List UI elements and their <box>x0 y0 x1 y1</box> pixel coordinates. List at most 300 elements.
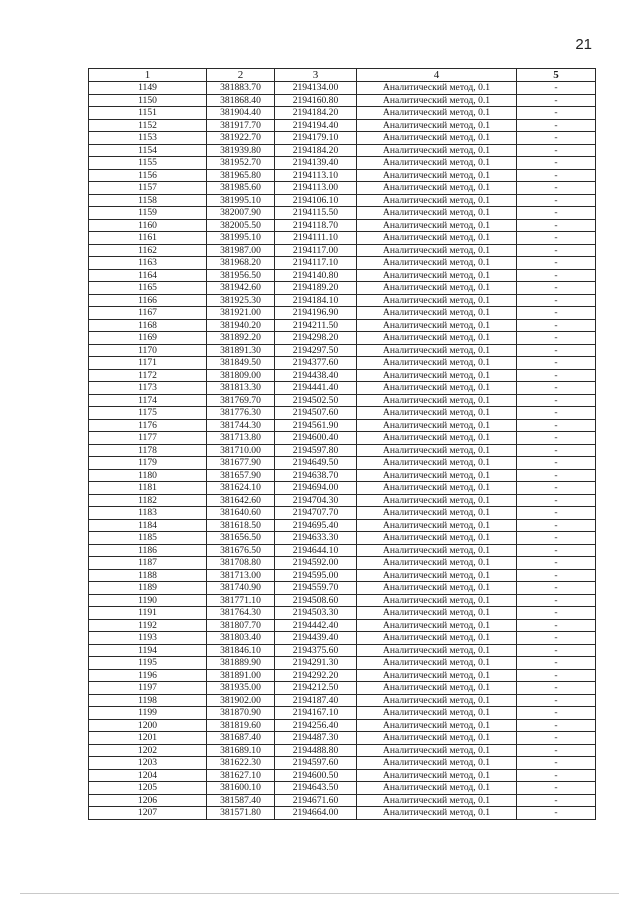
cell-y-coordinate: 2194117.10 <box>275 257 357 270</box>
cell-x-coordinate: 381618.50 <box>207 519 275 532</box>
cell-x-coordinate: 381627.10 <box>207 769 275 782</box>
cell-y-coordinate: 2194184.20 <box>275 107 357 120</box>
cell-point-number: 1198 <box>89 694 207 707</box>
cell-method: Аналитический метод, 0.1 <box>357 457 517 470</box>
cell-method: Аналитический метод, 0.1 <box>357 544 517 557</box>
cell-point-number: 1164 <box>89 269 207 282</box>
cell-x-coordinate: 381921.00 <box>207 307 275 320</box>
header-col-5: 5 <box>517 69 596 82</box>
cell-method: Аналитический метод, 0.1 <box>357 307 517 320</box>
cell-y-coordinate: 2194115.50 <box>275 207 357 220</box>
table-row <box>89 532 596 545</box>
cell-point-number: 1174 <box>89 394 207 407</box>
cell-x-coordinate: 381657.90 <box>207 469 275 482</box>
cell-y-coordinate: 2194179.10 <box>275 132 357 145</box>
cell-y-coordinate: 2194671.60 <box>275 794 357 807</box>
cell-point-number: 1194 <box>89 644 207 657</box>
cell-method: Аналитический метод, 0.1 <box>357 269 517 282</box>
cell-y-coordinate: 2194597.60 <box>275 757 357 770</box>
table-row <box>89 669 596 682</box>
cell-note: - <box>517 782 596 795</box>
cell-method: Аналитический метод, 0.1 <box>357 207 517 220</box>
cell-method: Аналитический метод, 0.1 <box>357 444 517 457</box>
table-row <box>89 382 596 395</box>
table-row <box>89 519 596 532</box>
table-row <box>89 319 596 332</box>
cell-x-coordinate: 381771.10 <box>207 594 275 607</box>
cell-x-coordinate: 381708.80 <box>207 557 275 570</box>
cell-note: - <box>517 507 596 520</box>
cell-note: - <box>517 444 596 457</box>
cell-point-number: 1180 <box>89 469 207 482</box>
cell-note: - <box>517 744 596 757</box>
cell-y-coordinate: 2194134.00 <box>275 82 357 95</box>
cell-x-coordinate: 381622.30 <box>207 757 275 770</box>
cell-point-number: 1169 <box>89 332 207 345</box>
cell-x-coordinate: 381965.80 <box>207 169 275 182</box>
cell-y-coordinate: 2194600.50 <box>275 769 357 782</box>
cell-point-number: 1161 <box>89 232 207 245</box>
cell-point-number: 1189 <box>89 582 207 595</box>
table-row <box>89 219 596 232</box>
header-col-2: 2 <box>207 69 275 82</box>
cell-point-number: 1171 <box>89 357 207 370</box>
cell-method: Аналитический метод, 0.1 <box>357 232 517 245</box>
cell-point-number: 1190 <box>89 594 207 607</box>
table-row <box>89 769 596 782</box>
cell-x-coordinate: 381656.50 <box>207 532 275 545</box>
table-row <box>89 507 596 520</box>
cell-point-number: 1178 <box>89 444 207 457</box>
cell-method: Аналитический метод, 0.1 <box>357 707 517 720</box>
cell-x-coordinate: 381624.10 <box>207 482 275 495</box>
cell-x-coordinate: 381995.10 <box>207 194 275 207</box>
cell-point-number: 1179 <box>89 457 207 470</box>
cell-y-coordinate: 2194118.70 <box>275 219 357 232</box>
cell-method: Аналитический метод, 0.1 <box>357 219 517 232</box>
table-row <box>89 494 596 507</box>
cell-y-coordinate: 2194184.20 <box>275 144 357 157</box>
cell-x-coordinate: 381764.30 <box>207 607 275 620</box>
cell-method: Аналитический метод, 0.1 <box>357 482 517 495</box>
cell-point-number: 1203 <box>89 757 207 770</box>
cell-x-coordinate: 381676.50 <box>207 544 275 557</box>
table-row <box>89 644 596 657</box>
cell-x-coordinate: 381917.70 <box>207 119 275 132</box>
cell-x-coordinate: 381939.80 <box>207 144 275 157</box>
cell-note: - <box>517 544 596 557</box>
cell-note: - <box>517 382 596 395</box>
cell-x-coordinate: 381744.30 <box>207 419 275 432</box>
cell-point-number: 1168 <box>89 319 207 332</box>
table-row <box>89 294 596 307</box>
table-row <box>89 732 596 745</box>
cell-x-coordinate: 381803.40 <box>207 632 275 645</box>
cell-y-coordinate: 2194633.30 <box>275 532 357 545</box>
cell-method: Аналитический метод, 0.1 <box>357 732 517 745</box>
cell-note: - <box>517 282 596 295</box>
table-row <box>89 482 596 495</box>
table-row <box>89 169 596 182</box>
cell-note: - <box>517 232 596 245</box>
cell-y-coordinate: 2194507.60 <box>275 407 357 420</box>
cell-method: Аналитический метод, 0.1 <box>357 107 517 120</box>
cell-note: - <box>517 457 596 470</box>
cell-y-coordinate: 2194644.10 <box>275 544 357 557</box>
cell-y-coordinate: 2194694.00 <box>275 482 357 495</box>
cell-note: - <box>517 482 596 495</box>
cell-y-coordinate: 2194375.60 <box>275 644 357 657</box>
cell-method: Аналитический метод, 0.1 <box>357 119 517 132</box>
table-row <box>89 207 596 220</box>
cell-point-number: 1175 <box>89 407 207 420</box>
cell-note: - <box>517 432 596 445</box>
cell-note: - <box>517 219 596 232</box>
cell-note: - <box>517 357 596 370</box>
cell-y-coordinate: 2194298.20 <box>275 332 357 345</box>
cell-y-coordinate: 2194377.60 <box>275 357 357 370</box>
cell-point-number: 1167 <box>89 307 207 320</box>
cell-point-number: 1154 <box>89 144 207 157</box>
cell-method: Аналитический метод, 0.1 <box>357 332 517 345</box>
cell-x-coordinate: 381600.10 <box>207 782 275 795</box>
cell-point-number: 1176 <box>89 419 207 432</box>
table-row <box>89 182 596 195</box>
cell-y-coordinate: 2194488.80 <box>275 744 357 757</box>
cell-y-coordinate: 2194595.00 <box>275 569 357 582</box>
table-row <box>89 757 596 770</box>
table-row <box>89 794 596 807</box>
cell-y-coordinate: 2194487.30 <box>275 732 357 745</box>
cell-x-coordinate: 381809.00 <box>207 369 275 382</box>
cell-y-coordinate: 2194212.50 <box>275 682 357 695</box>
cell-x-coordinate: 381849.50 <box>207 357 275 370</box>
table-row <box>89 682 596 695</box>
cell-x-coordinate: 381891.30 <box>207 344 275 357</box>
cell-method: Аналитический метод, 0.1 <box>357 319 517 332</box>
cell-x-coordinate: 381942.60 <box>207 282 275 295</box>
table-row <box>89 694 596 707</box>
cell-point-number: 1205 <box>89 782 207 795</box>
cell-method: Аналитический метод, 0.1 <box>357 519 517 532</box>
cell-y-coordinate: 2194438.40 <box>275 369 357 382</box>
cell-note: - <box>517 394 596 407</box>
table-row <box>89 244 596 257</box>
cell-point-number: 1158 <box>89 194 207 207</box>
cell-note: - <box>517 419 596 432</box>
cell-y-coordinate: 2194113.10 <box>275 169 357 182</box>
table-row <box>89 557 596 570</box>
cell-point-number: 1192 <box>89 619 207 632</box>
cell-x-coordinate: 381968.20 <box>207 257 275 270</box>
cell-y-coordinate: 2194292.20 <box>275 669 357 682</box>
table-row <box>89 307 596 320</box>
table-row <box>89 157 596 170</box>
cell-y-coordinate: 2194189.20 <box>275 282 357 295</box>
cell-x-coordinate: 381904.40 <box>207 107 275 120</box>
cell-y-coordinate: 2194167.10 <box>275 707 357 720</box>
cell-x-coordinate: 381587.40 <box>207 794 275 807</box>
header-col-1: 1 <box>89 69 207 82</box>
cell-method: Аналитический метод, 0.1 <box>357 132 517 145</box>
cell-point-number: 1197 <box>89 682 207 695</box>
cell-y-coordinate: 2194559.70 <box>275 582 357 595</box>
cell-note: - <box>517 157 596 170</box>
cell-x-coordinate: 382005.50 <box>207 219 275 232</box>
cell-note: - <box>517 257 596 270</box>
cell-point-number: 1186 <box>89 544 207 557</box>
cell-x-coordinate: 382007.90 <box>207 207 275 220</box>
cell-note: - <box>517 469 596 482</box>
table-row <box>89 607 596 620</box>
cell-method: Аналитический метод, 0.1 <box>357 657 517 670</box>
cell-point-number: 1207 <box>89 807 207 820</box>
cell-method: Аналитический метод, 0.1 <box>357 494 517 507</box>
cell-method: Аналитический метод, 0.1 <box>357 619 517 632</box>
table-row <box>89 719 596 732</box>
table-row <box>89 107 596 120</box>
cell-point-number: 1188 <box>89 569 207 582</box>
cell-method: Аналитический метод, 0.1 <box>357 469 517 482</box>
cell-y-coordinate: 2194117.00 <box>275 244 357 257</box>
table-row <box>89 432 596 445</box>
cell-x-coordinate: 381935.00 <box>207 682 275 695</box>
cell-x-coordinate: 381985.60 <box>207 182 275 195</box>
cell-point-number: 1201 <box>89 732 207 745</box>
cell-point-number: 1195 <box>89 657 207 670</box>
cell-x-coordinate: 381687.40 <box>207 732 275 745</box>
cell-method: Аналитический метод, 0.1 <box>357 357 517 370</box>
cell-point-number: 1157 <box>89 182 207 195</box>
table-row <box>89 394 596 407</box>
cell-method: Аналитический метод, 0.1 <box>357 82 517 95</box>
cell-x-coordinate: 381571.80 <box>207 807 275 820</box>
cell-x-coordinate: 381870.90 <box>207 707 275 720</box>
cell-y-coordinate: 2194503.30 <box>275 607 357 620</box>
cell-method: Аналитический метод, 0.1 <box>357 182 517 195</box>
table-row <box>89 544 596 557</box>
cell-y-coordinate: 2194600.40 <box>275 432 357 445</box>
cell-point-number: 1206 <box>89 794 207 807</box>
cell-point-number: 1160 <box>89 219 207 232</box>
cell-note: - <box>517 132 596 145</box>
footer-rule <box>20 893 619 894</box>
cell-x-coordinate: 381922.70 <box>207 132 275 145</box>
cell-method: Аналитический метод, 0.1 <box>357 532 517 545</box>
cell-method: Аналитический метод, 0.1 <box>357 782 517 795</box>
cell-y-coordinate: 2194695.40 <box>275 519 357 532</box>
cell-point-number: 1184 <box>89 519 207 532</box>
cell-note: - <box>517 644 596 657</box>
cell-note: - <box>517 194 596 207</box>
cell-x-coordinate: 381689.10 <box>207 744 275 757</box>
cell-method: Аналитический метод, 0.1 <box>357 244 517 257</box>
table-row <box>89 707 596 720</box>
cell-y-coordinate: 2194111.10 <box>275 232 357 245</box>
cell-note: - <box>517 407 596 420</box>
cell-x-coordinate: 381987.00 <box>207 244 275 257</box>
table-body <box>89 82 596 820</box>
cell-method: Аналитический метод, 0.1 <box>357 382 517 395</box>
table-row <box>89 807 596 820</box>
cell-note: - <box>517 182 596 195</box>
table-header <box>89 69 596 82</box>
cell-note: - <box>517 332 596 345</box>
table-row <box>89 569 596 582</box>
table-row <box>89 407 596 420</box>
cell-note: - <box>517 144 596 157</box>
cell-note: - <box>517 707 596 720</box>
cell-point-number: 1170 <box>89 344 207 357</box>
cell-note: - <box>517 769 596 782</box>
table-row <box>89 594 596 607</box>
cell-method: Аналитический метод, 0.1 <box>357 507 517 520</box>
table-row <box>89 469 596 482</box>
cell-note: - <box>517 569 596 582</box>
cell-method: Аналитический метод, 0.1 <box>357 294 517 307</box>
cell-note: - <box>517 244 596 257</box>
table-row <box>89 582 596 595</box>
table-row <box>89 132 596 145</box>
cell-note: - <box>517 94 596 107</box>
cell-y-coordinate: 2194106.10 <box>275 194 357 207</box>
cell-point-number: 1177 <box>89 432 207 445</box>
cell-x-coordinate: 381642.60 <box>207 494 275 507</box>
cell-point-number: 1187 <box>89 557 207 570</box>
cell-method: Аналитический метод, 0.1 <box>357 607 517 620</box>
cell-x-coordinate: 381769.70 <box>207 394 275 407</box>
cell-method: Аналитический метод, 0.1 <box>357 144 517 157</box>
cell-y-coordinate: 2194139.40 <box>275 157 357 170</box>
cell-note: - <box>517 344 596 357</box>
cell-x-coordinate: 381640.60 <box>207 507 275 520</box>
cell-point-number: 1165 <box>89 282 207 295</box>
table-row <box>89 82 596 95</box>
cell-method: Аналитический метод, 0.1 <box>357 582 517 595</box>
cell-point-number: 1199 <box>89 707 207 720</box>
cell-y-coordinate: 2194297.50 <box>275 344 357 357</box>
cell-note: - <box>517 807 596 820</box>
cell-point-number: 1149 <box>89 82 207 95</box>
cell-note: - <box>517 532 596 545</box>
cell-note: - <box>517 319 596 332</box>
table-row <box>89 457 596 470</box>
cell-x-coordinate: 381868.40 <box>207 94 275 107</box>
cell-note: - <box>517 519 596 532</box>
cell-x-coordinate: 381925.30 <box>207 294 275 307</box>
cell-note: - <box>517 307 596 320</box>
cell-note: - <box>517 732 596 745</box>
cell-note: - <box>517 632 596 645</box>
cell-method: Аналитический метод, 0.1 <box>357 669 517 682</box>
cell-y-coordinate: 2194194.40 <box>275 119 357 132</box>
cell-note: - <box>517 669 596 682</box>
table-row <box>89 232 596 245</box>
cell-method: Аналитический метод, 0.1 <box>357 394 517 407</box>
cell-x-coordinate: 381892.20 <box>207 332 275 345</box>
cell-point-number: 1202 <box>89 744 207 757</box>
table-row <box>89 332 596 345</box>
cell-method: Аналитический метод, 0.1 <box>357 644 517 657</box>
cell-method: Аналитический метод, 0.1 <box>357 194 517 207</box>
table-row <box>89 632 596 645</box>
cell-note: - <box>517 269 596 282</box>
cell-method: Аналитический метод, 0.1 <box>357 432 517 445</box>
cell-point-number: 1153 <box>89 132 207 145</box>
cell-method: Аналитический метод, 0.1 <box>357 769 517 782</box>
table-row <box>89 257 596 270</box>
cell-point-number: 1172 <box>89 369 207 382</box>
cell-method: Аналитический метод, 0.1 <box>357 569 517 582</box>
cell-method: Аналитический метод, 0.1 <box>357 557 517 570</box>
cell-y-coordinate: 2194502.50 <box>275 394 357 407</box>
cell-y-coordinate: 2194707.70 <box>275 507 357 520</box>
cell-point-number: 1200 <box>89 719 207 732</box>
cell-x-coordinate: 381713.80 <box>207 432 275 445</box>
header-col-4: 4 <box>357 69 517 82</box>
table-row <box>89 619 596 632</box>
cell-y-coordinate: 2194184.10 <box>275 294 357 307</box>
cell-point-number: 1196 <box>89 669 207 682</box>
cell-point-number: 1181 <box>89 482 207 495</box>
table-row <box>89 194 596 207</box>
header-col-3: 3 <box>275 69 357 82</box>
cell-x-coordinate: 381952.70 <box>207 157 275 170</box>
cell-y-coordinate: 2194441.40 <box>275 382 357 395</box>
cell-method: Аналитический метод, 0.1 <box>357 282 517 295</box>
cell-point-number: 1204 <box>89 769 207 782</box>
cell-x-coordinate: 381902.00 <box>207 694 275 707</box>
cell-note: - <box>517 657 596 670</box>
table-row <box>89 144 596 157</box>
cell-y-coordinate: 2194211.50 <box>275 319 357 332</box>
cell-note: - <box>517 694 596 707</box>
cell-x-coordinate: 381713.00 <box>207 569 275 582</box>
table-row <box>89 344 596 357</box>
cell-point-number: 1185 <box>89 532 207 545</box>
cell-method: Аналитический метод, 0.1 <box>357 807 517 820</box>
cell-y-coordinate: 2194256.40 <box>275 719 357 732</box>
cell-point-number: 1191 <box>89 607 207 620</box>
cell-x-coordinate: 381740.90 <box>207 582 275 595</box>
cell-x-coordinate: 381776.30 <box>207 407 275 420</box>
cell-note: - <box>517 207 596 220</box>
cell-point-number: 1182 <box>89 494 207 507</box>
table-row <box>89 119 596 132</box>
cell-y-coordinate: 2194442.40 <box>275 619 357 632</box>
cell-method: Аналитический метод, 0.1 <box>357 694 517 707</box>
table-row <box>89 744 596 757</box>
cell-x-coordinate: 381891.00 <box>207 669 275 682</box>
cell-note: - <box>517 557 596 570</box>
table-row <box>89 357 596 370</box>
cell-point-number: 1162 <box>89 244 207 257</box>
cell-y-coordinate: 2194113.00 <box>275 182 357 195</box>
cell-y-coordinate: 2194196.90 <box>275 307 357 320</box>
cell-x-coordinate: 381813.30 <box>207 382 275 395</box>
cell-x-coordinate: 381846.10 <box>207 644 275 657</box>
page-number: 21 <box>575 36 592 53</box>
table-row <box>89 269 596 282</box>
cell-y-coordinate: 2194160.80 <box>275 94 357 107</box>
cell-method: Аналитический метод, 0.1 <box>357 169 517 182</box>
cell-y-coordinate: 2194638.70 <box>275 469 357 482</box>
cell-method: Аналитический метод, 0.1 <box>357 719 517 732</box>
cell-y-coordinate: 2194664.00 <box>275 807 357 820</box>
cell-method: Аналитический метод, 0.1 <box>357 682 517 695</box>
cell-note: - <box>517 719 596 732</box>
cell-x-coordinate: 381883.70 <box>207 82 275 95</box>
